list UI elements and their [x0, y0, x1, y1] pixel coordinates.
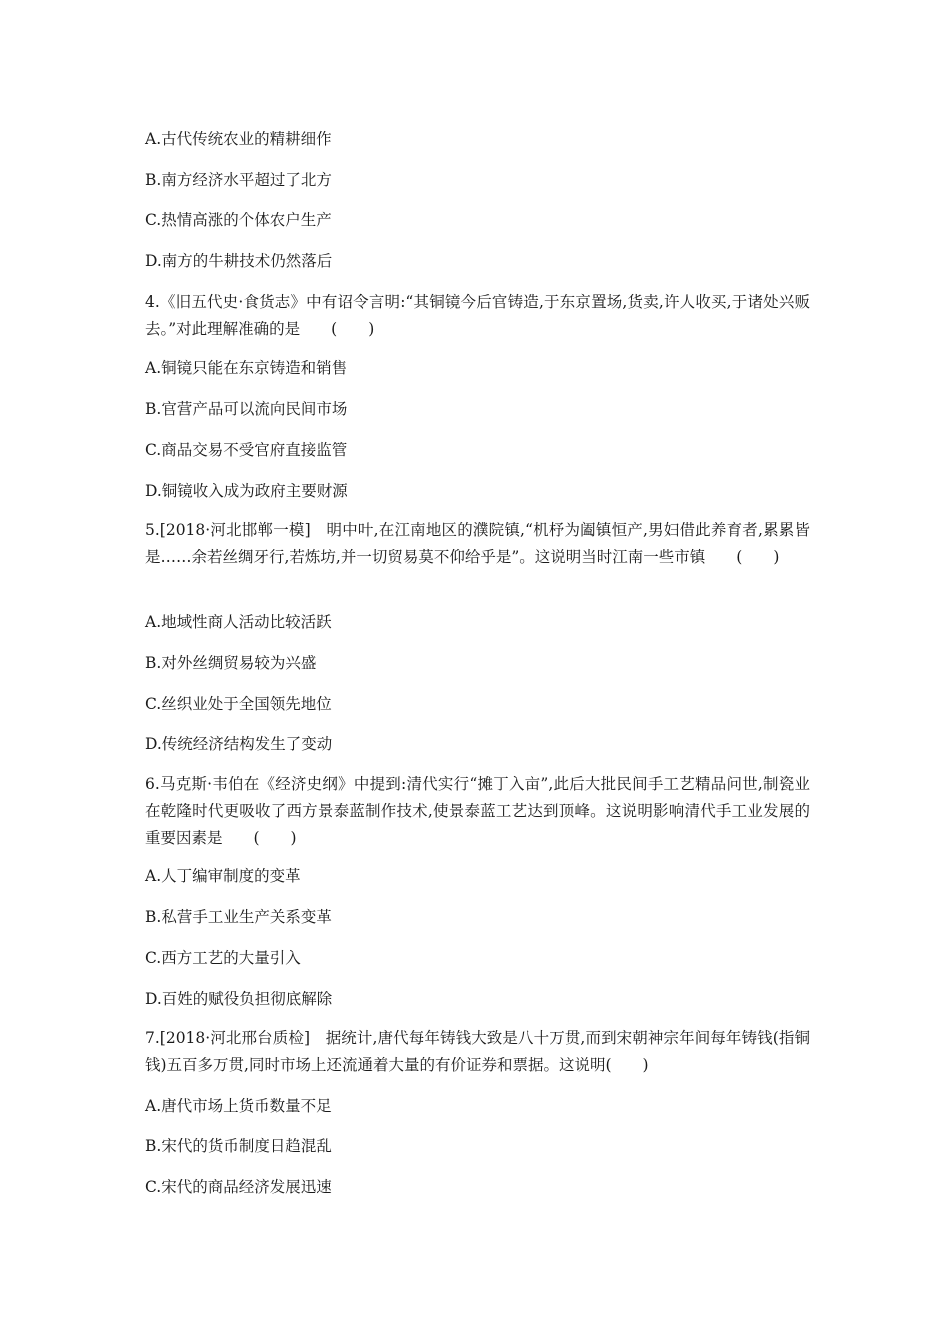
question-7-option-c: C.宋代的商品经济发展迅速	[145, 1178, 332, 1196]
question-7-stem: 7.[2018·河北邢台质检] 据统计,唐代每年铸钱大致是八十万贯,而到宋朝神宗年间每年铸钱(指铜钱)五百多万贯,同时市场上还流通着大量的有价证券和票据。这说明( )	[145, 1029, 810, 1074]
prev-option-b: B.南方经济水平超过了北方	[145, 171, 332, 189]
question-6-option-d: D.百姓的赋役负担彻底解除	[145, 990, 333, 1008]
question-5-option-d: D.传统经济结构发生了变动	[145, 735, 333, 753]
question-6-option-c: C.西方工艺的大量引入	[145, 949, 301, 967]
question-6-option-a: A.人丁编审制度的变革	[145, 867, 301, 885]
question-6-option-b: B.私营手工业生产关系变革	[145, 908, 332, 926]
question-7-option-b: B.宋代的货币制度日趋混乱	[145, 1137, 332, 1155]
question-4-stem: 4.《旧五代史·食货志》中有诏令言明:“其铜镜今后官铸造,于东京置场,货卖,许人收买,于诸处兴贩去。”对此理解准确的是 ( )	[145, 293, 810, 338]
prev-option-a: A.古代传统农业的精耕细作	[145, 130, 332, 148]
question-6-stem: 6.马克斯·韦伯在《经济史纲》中提到:清代实行“摊丁入亩”,此后大批民间手工艺精品问世,制瓷业在乾隆时代更吸收了西方景泰蓝制作技术,使景泰蓝工艺达到顶峰。这说明影响清代手工业发展的重要因素是 ( )	[145, 775, 810, 847]
question-5-stem: 5.[2018·河北邯郸一模] 明中叶,在江南地区的濮院镇,“机杼为阖镇恒产,男妇借此养育者,累累皆是……余若丝绸牙行,若炼坊,并一切贸易莫不仰给乎是”。这说明当时江南一些市镇 ( )	[145, 521, 810, 566]
question-4-option-a: A.铜镜只能在东京铸造和销售	[145, 359, 348, 377]
question-5-option-b: B.对外丝绸贸易较为兴盛	[145, 654, 317, 672]
question-5-option-c: C.丝织业处于全国领先地位	[145, 695, 332, 713]
question-4-option-b: B.官营产品可以流向民间市场	[145, 400, 348, 418]
question-5-option-a: A.地域性商人活动比较活跃	[145, 613, 332, 631]
question-4-option-d: D.铜镜收入成为政府主要财源	[145, 482, 348, 500]
prev-option-d: D.南方的牛耕技术仍然落后	[145, 252, 333, 270]
question-7-option-a: A.唐代市场上货币数量不足	[145, 1097, 332, 1115]
prev-option-c: C.热情高涨的个体农户生产	[145, 211, 332, 229]
question-4-option-c: C.商品交易不受官府直接监管	[145, 441, 348, 459]
